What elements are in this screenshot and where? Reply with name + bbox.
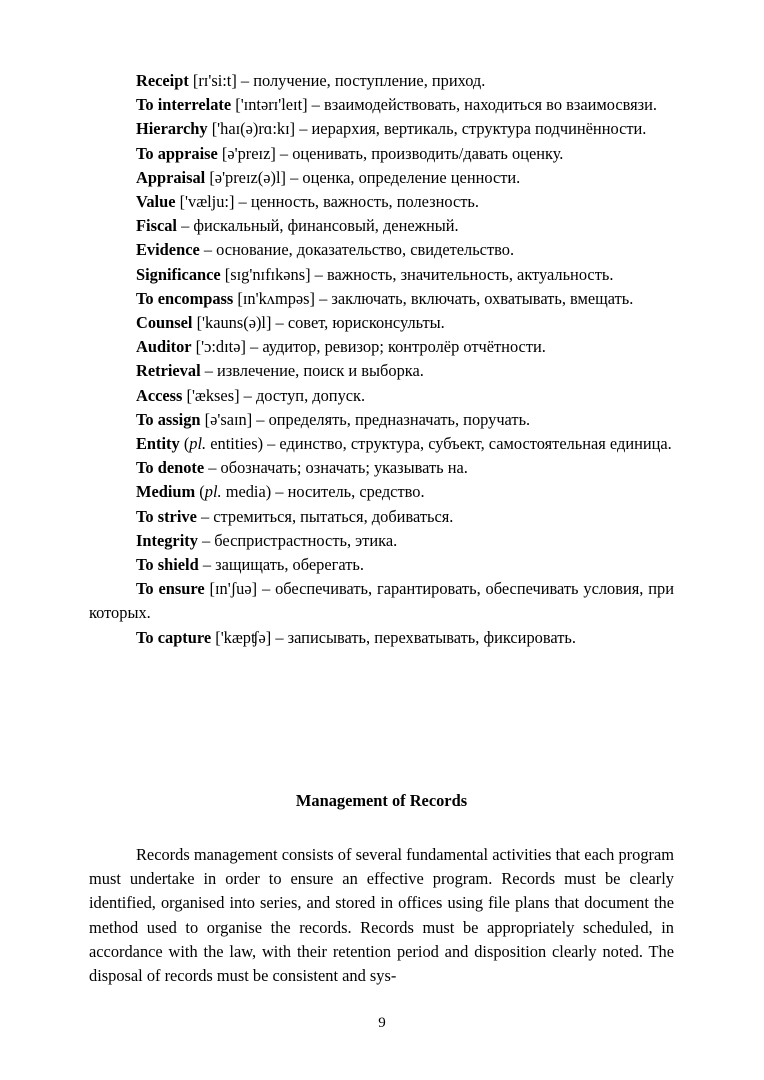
glossary-term: Fiscal bbox=[136, 216, 177, 236]
glossary-definition: ['ækses] – доступ, допуск. bbox=[182, 385, 366, 405]
glossary-entry bbox=[89, 263, 674, 287]
glossary-term: To denote bbox=[136, 458, 205, 478]
glossary-entry bbox=[89, 577, 674, 625]
glossary-term: Retrieval bbox=[136, 361, 201, 381]
glossary-term: To assign bbox=[136, 409, 201, 429]
glossary-list bbox=[89, 69, 674, 650]
glossary-term: Entity bbox=[136, 434, 180, 454]
glossary-definition: [rɪ'si:t] – получение, поступление, приход. bbox=[188, 71, 486, 90]
glossary-definition: [sɪg'nɪfɪkəns] – важность, значительность, актуальность. bbox=[220, 264, 614, 284]
glossary-term: Auditor bbox=[136, 337, 192, 357]
glossary-term: Hierarchy bbox=[136, 119, 208, 139]
glossary-definition: ['ɪntərɪ'leɪt] – взаимодействовать, находиться во взаимосвязи. bbox=[231, 95, 658, 115]
glossary-term: Appraisal bbox=[136, 167, 206, 187]
glossary-term: Access bbox=[136, 385, 183, 405]
glossary-definition: – беспристрастность, этика. bbox=[197, 530, 398, 550]
glossary-definition: ['ɔ:dɪtə] – аудитор, ревизор; контролёр отчётности. bbox=[191, 337, 546, 357]
glossary-definition: – фискальный, финансовый, денежный. bbox=[176, 216, 459, 236]
glossary-term: To strive bbox=[136, 506, 197, 526]
glossary-entry bbox=[89, 505, 674, 529]
glossary-entry bbox=[89, 93, 674, 117]
glossary-definition: [ɪn'kʌmpəs] – заключать, включать, охватывать, вмещать. bbox=[233, 288, 634, 308]
glossary-definition: entities) – единство, структура, субъект, самостоятельная единица. bbox=[206, 434, 672, 454]
glossary-term: To shield bbox=[136, 555, 199, 575]
glossary-entry bbox=[89, 480, 674, 504]
glossary-definition: ['vælju:] – ценность, важность, полезность. bbox=[175, 192, 479, 212]
section-heading: Management of Records bbox=[295, 791, 468, 810]
glossary-definition: [ə'preɪz(ə)l] – оценка, определение ценности. bbox=[205, 167, 521, 187]
glossary-plural-abbr: pl. bbox=[189, 434, 207, 454]
glossary-definition: ['kauns(ə)l] – совет, юрисконсульты. bbox=[192, 313, 445, 333]
glossary-term: To ensure bbox=[136, 579, 205, 599]
glossary-entry bbox=[89, 287, 674, 311]
glossary-plural-abbr: pl. bbox=[204, 482, 222, 502]
glossary-entry bbox=[89, 335, 674, 359]
glossary-term: Integrity bbox=[136, 530, 198, 550]
glossary-paren: ( bbox=[179, 434, 190, 454]
glossary-definition: [ə'preɪz] – оценивать, производить/давать оценку. bbox=[217, 143, 564, 163]
page-number: 9 bbox=[378, 1015, 386, 1031]
glossary-term: Value bbox=[136, 192, 176, 212]
glossary-definition: – основание, доказательство, свидетельство. bbox=[199, 240, 515, 260]
glossary-definition: – защищать, оберегать. bbox=[198, 555, 364, 575]
glossary-entry bbox=[89, 456, 674, 480]
glossary-term: To appraise bbox=[136, 143, 218, 163]
glossary-entry bbox=[89, 238, 674, 262]
glossary-definition: – стремиться, пытаться, добиваться. bbox=[196, 506, 454, 526]
glossary-entry bbox=[89, 529, 674, 553]
glossary-term: Counsel bbox=[136, 313, 193, 333]
glossary-definition: media) – носитель, средство. bbox=[221, 482, 425, 502]
glossary-definition: ['haɪ(ə)rɑ:kɪ] – иерархия, вертикаль, структура подчинённости. bbox=[207, 119, 647, 139]
glossary-definition: [ɪn'ʃuə] – обеспечивать, гарантировать, обеспечивать условия, при которых. bbox=[89, 579, 675, 623]
glossary-definition: [ə'saɪn] – определять, предназначать, поручать. bbox=[200, 409, 531, 429]
glossary-entry bbox=[89, 214, 674, 238]
glossary-entry bbox=[89, 384, 674, 408]
glossary-term: To capture bbox=[136, 627, 212, 647]
glossary-definition: – обозначать; означать; указывать на. bbox=[204, 458, 468, 478]
body-paragraph: Records management consists of several fundamental activities that each program must undertake in order to ensure an effective program. Records must be clearly identified, organised into series, and stored in offices using file plans that document the method used to organise the records. Records must be appropriately scheduled, in accordance with the law, with their retention period and disposition clearly noted. The disposal of records must be consistent and sys- bbox=[89, 845, 674, 986]
glossary-entry bbox=[89, 166, 674, 190]
glossary-entry bbox=[89, 359, 674, 383]
glossary-entry bbox=[89, 626, 674, 650]
glossary-entry bbox=[89, 432, 674, 456]
glossary-definition: ['kæpʧə] – записывать, перехватывать, фиксировать. bbox=[211, 627, 576, 647]
glossary-entry bbox=[89, 311, 674, 335]
glossary-term: Receipt bbox=[136, 71, 189, 90]
glossary-term: Medium bbox=[136, 482, 196, 502]
glossary-entry bbox=[89, 190, 674, 214]
glossary-definition: – извлечение, поиск и выборка. bbox=[200, 361, 424, 381]
glossary-paren: ( bbox=[195, 482, 205, 502]
glossary-entry bbox=[89, 69, 674, 93]
glossary-term: To encompass bbox=[136, 288, 234, 308]
glossary-entry bbox=[89, 142, 674, 166]
glossary-entry bbox=[89, 117, 674, 141]
glossary-term: Evidence bbox=[136, 240, 200, 260]
glossary-entry bbox=[89, 553, 674, 577]
glossary-entry bbox=[89, 408, 674, 432]
glossary-term: Significance bbox=[136, 264, 221, 284]
glossary-term: To interrelate bbox=[136, 95, 232, 115]
